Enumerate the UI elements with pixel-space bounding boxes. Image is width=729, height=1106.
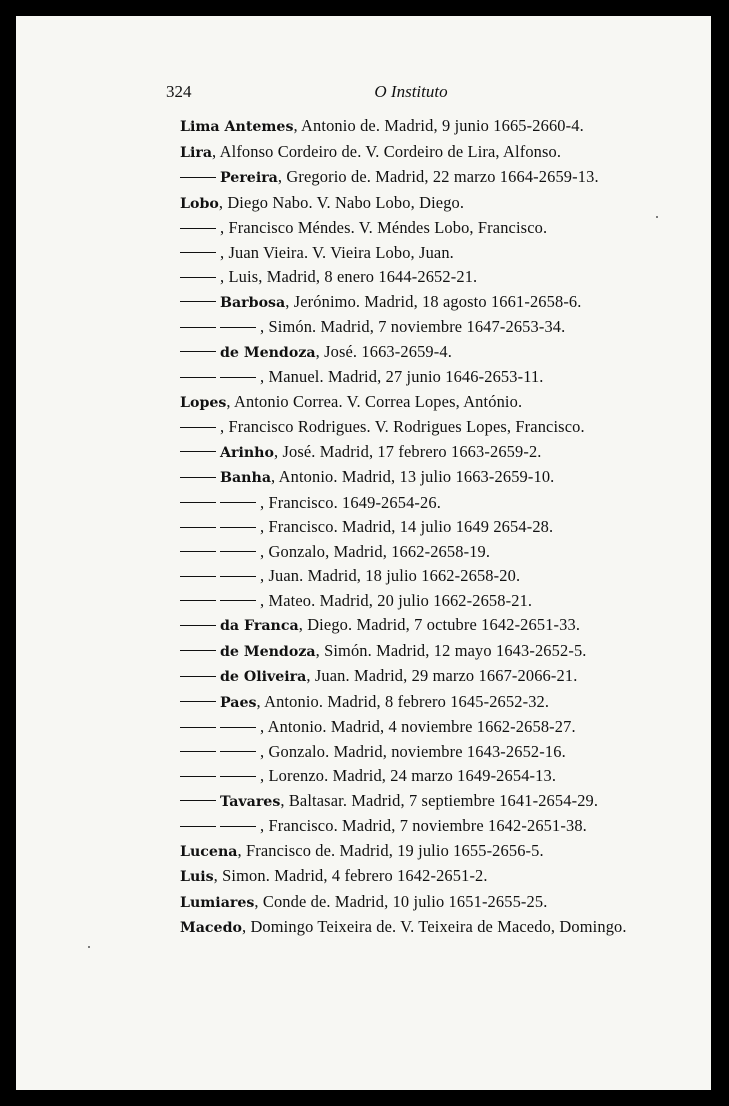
index-entry bbox=[180, 764, 660, 789]
entry-text: , Francisco. Madrid, 7 noviembre 1642-2651-38. bbox=[260, 816, 587, 835]
ditto-dash bbox=[180, 576, 216, 577]
entry-text: , Francisco Méndes. V. Méndes Lobo, Francisco. bbox=[220, 218, 548, 237]
index-entry bbox=[180, 789, 660, 815]
index-entry bbox=[180, 664, 660, 690]
index-entry bbox=[180, 216, 660, 241]
ditto-dash bbox=[220, 527, 256, 528]
ditto-dash bbox=[220, 327, 256, 328]
index-entry bbox=[180, 540, 660, 565]
entry-text: , Juan. Madrid, 18 julio 1662-2658-20. bbox=[260, 566, 521, 585]
entry-headword: Lima Antemes bbox=[180, 119, 294, 135]
entry-headword: Lobo bbox=[180, 195, 219, 212]
entry-text: , José. Madrid, 17 febrero 1663-2659-2. bbox=[273, 441, 542, 461]
entry-text: , Simón. Madrid, 7 noviembre 1647-2653-34. bbox=[260, 317, 566, 336]
entry-headword: da Franca bbox=[220, 618, 299, 634]
index-entry bbox=[180, 165, 660, 191]
ditto-dash bbox=[180, 377, 216, 378]
ditto-dash bbox=[220, 551, 256, 552]
index-entry bbox=[180, 839, 660, 865]
ditto-dash bbox=[180, 676, 216, 677]
ditto-dash bbox=[180, 477, 216, 478]
page-number: 324 bbox=[166, 82, 192, 101]
index-entry bbox=[180, 564, 660, 589]
entry-headword: Luis bbox=[180, 869, 214, 885]
ditto-dash bbox=[180, 327, 216, 328]
index-entry bbox=[180, 465, 660, 491]
index-entries bbox=[180, 114, 660, 941]
entry-text: , Antonio Correa. V. Correa Lopes, António. bbox=[226, 391, 523, 411]
entry-headword: Banha bbox=[220, 470, 272, 486]
index-entry bbox=[180, 290, 660, 316]
ditto-dash bbox=[220, 502, 256, 503]
index-entry bbox=[180, 915, 660, 941]
entry-text: , Gregorio de. Madrid, 22 marzo 1664-2659-13. bbox=[277, 167, 599, 186]
index-entry bbox=[180, 365, 660, 390]
entry-text: , Baltasar. Madrid, 7 septiembre 1641-2654-29. bbox=[280, 790, 599, 810]
ditto-dash bbox=[220, 377, 256, 378]
entry-headword: Tavares bbox=[220, 793, 281, 810]
entry-headword: de Mendoza bbox=[220, 344, 316, 361]
index-entry bbox=[180, 740, 660, 765]
ditto-dash bbox=[180, 800, 216, 801]
ditto-dash bbox=[180, 451, 216, 452]
ditto-dash bbox=[180, 600, 216, 601]
entry-text: , Domingo Teixeira de. V. Teixeira de Macedo, Domingo. bbox=[241, 917, 627, 936]
entry-headword: Macedo bbox=[180, 920, 242, 936]
ditto-dash bbox=[180, 427, 216, 428]
ditto-dash bbox=[180, 826, 216, 827]
entry-headword: Arinho bbox=[220, 444, 274, 461]
entry-text: , Juan. Madrid, 29 marzo 1667-2066-21. bbox=[306, 666, 578, 685]
entry-text: , Juan Vieira. V. Vieira Lobo, Juan. bbox=[220, 242, 454, 262]
entry-headword: Lucena bbox=[180, 843, 238, 860]
index-entry bbox=[180, 315, 660, 340]
paper-speck bbox=[656, 216, 658, 218]
ditto-dash bbox=[180, 551, 216, 552]
ditto-dash bbox=[220, 751, 256, 752]
entry-text: , Mateo. Madrid, 20 julio 1662-2658-21. bbox=[260, 590, 533, 610]
ditto-dash bbox=[180, 650, 216, 651]
entry-text: , Antonio. Madrid, 4 noviembre 1662-2658-27. bbox=[260, 717, 576, 736]
index-entry bbox=[180, 440, 660, 466]
index-entry bbox=[180, 415, 660, 440]
entry-text: , Diego. Madrid, 7 octubre 1642-2651-33. bbox=[298, 615, 581, 634]
book-page bbox=[14, 14, 713, 1092]
index-entry bbox=[180, 265, 660, 290]
entry-text: , Lorenzo. Madrid, 24 marzo 1649-2654-13. bbox=[260, 766, 557, 785]
ditto-dash bbox=[180, 751, 216, 752]
index-entry bbox=[180, 340, 660, 366]
index-entry bbox=[180, 639, 660, 665]
ditto-dash bbox=[180, 527, 216, 528]
entry-text: , Gonzalo, Madrid, 1662-2658-19. bbox=[260, 541, 491, 561]
ditto-dash bbox=[180, 301, 216, 302]
entry-text: , Antonio de. Madrid, 9 junio 1665-2660-4. bbox=[293, 116, 584, 135]
entry-headword: de Oliveira bbox=[220, 669, 307, 685]
entry-text: , Francisco. Madrid, 14 julio 1649 2654-28. bbox=[260, 517, 554, 536]
ditto-dash bbox=[180, 625, 216, 626]
entry-text: , Luis, Madrid, 8 enero 1644-2652-21. bbox=[220, 267, 478, 286]
ditto-dash bbox=[180, 502, 216, 503]
entry-text: , Conde de. Madrid, 10 julio 1651-2655-25. bbox=[254, 891, 548, 911]
ditto-dash bbox=[180, 701, 216, 702]
index-entry bbox=[180, 515, 660, 540]
index-entry bbox=[180, 890, 660, 916]
entry-text: , Manuel. Madrid, 27 junio 1646-2653-11. bbox=[260, 367, 544, 386]
index-entry bbox=[180, 390, 660, 416]
entry-headword: Lopes bbox=[180, 394, 227, 411]
ditto-dash bbox=[180, 252, 216, 253]
entry-headword: Pereira bbox=[220, 170, 278, 186]
entry-text: , Simon. Madrid, 4 febrero 1642-2651-2. bbox=[213, 866, 488, 885]
ditto-dash bbox=[180, 228, 216, 229]
entry-text: , Gonzalo. Madrid, noviembre 1643-2652-16. bbox=[260, 741, 566, 761]
ditto-dash bbox=[180, 177, 216, 178]
entry-text: , Jerónimo. Madrid, 18 agosto 1661-2658-6. bbox=[285, 291, 582, 311]
index-entry bbox=[180, 589, 660, 614]
entry-headword: Lumiares bbox=[180, 894, 255, 911]
ditto-dash bbox=[180, 727, 216, 728]
index-entry bbox=[180, 140, 660, 166]
index-entry bbox=[180, 690, 660, 716]
entry-text: , Diego Nabo. V. Nabo Lobo, Diego. bbox=[218, 192, 465, 212]
entry-text: , Antonio. Madrid, 8 febrero 1645-2652-32. bbox=[256, 691, 550, 711]
ditto-dash bbox=[220, 727, 256, 728]
running-title: O Instituto bbox=[374, 82, 448, 101]
index-entry bbox=[180, 491, 660, 516]
entry-text: , Francisco de. Madrid, 19 julio 1655-2656-5. bbox=[237, 840, 544, 860]
index-entry bbox=[180, 814, 660, 839]
entry-headword: Paes bbox=[220, 694, 257, 711]
entry-headword: Barbosa bbox=[220, 294, 286, 311]
entry-text: , José. 1663-2659-4. bbox=[315, 341, 452, 361]
ditto-dash bbox=[180, 277, 216, 278]
ditto-dash bbox=[220, 600, 256, 601]
ditto-dash bbox=[220, 576, 256, 577]
paper-speck bbox=[88, 946, 90, 948]
ditto-dash bbox=[220, 826, 256, 827]
index-entry bbox=[180, 864, 660, 890]
index-entry bbox=[180, 191, 660, 217]
index-entry bbox=[180, 114, 660, 140]
ditto-dash bbox=[220, 776, 256, 777]
entry-text: , Francisco Rodrigues. V. Rodrigues Lopes, Francisco. bbox=[220, 417, 585, 436]
ditto-dash bbox=[180, 776, 216, 777]
index-entry bbox=[180, 241, 660, 266]
running-header bbox=[166, 82, 656, 106]
entry-text: , Alfonso Cordeiro de. V. Cordeiro de Lira, Alfonso. bbox=[212, 141, 562, 161]
entry-headword: Lira bbox=[180, 144, 213, 161]
entry-headword: de Mendoza bbox=[220, 643, 316, 660]
index-entry bbox=[180, 613, 660, 639]
index-entry bbox=[180, 715, 660, 740]
ditto-dash bbox=[180, 351, 216, 352]
entry-text: , Simón. Madrid, 12 mayo 1643-2652-5. bbox=[315, 640, 587, 660]
entry-text: , Francisco. 1649-2654-26. bbox=[260, 492, 441, 512]
entry-text: , Antonio. Madrid, 13 julio 1663-2659-10. bbox=[271, 467, 555, 486]
